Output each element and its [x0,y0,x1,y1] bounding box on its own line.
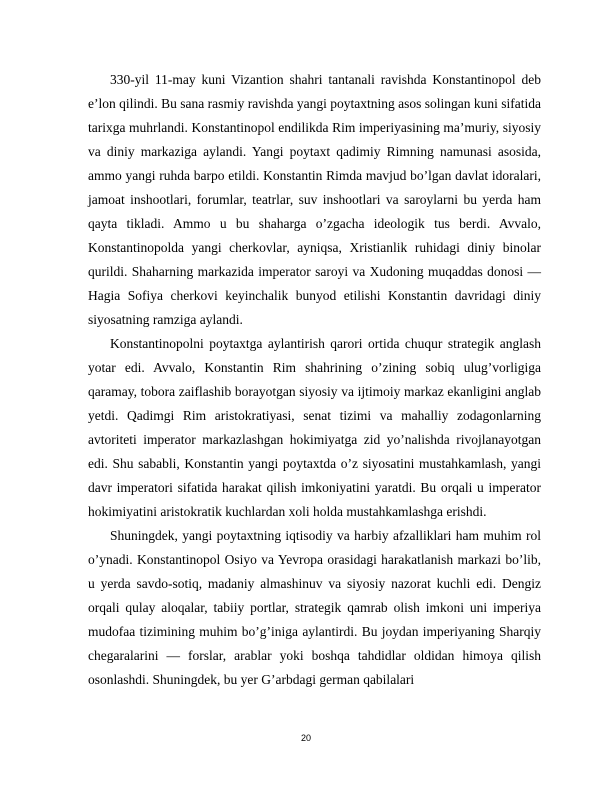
page-number: 20 [300,733,311,743]
paragraph-strategic-reasons: Konstantinopolni poytaxtga aylantirish qarori ortida chuqur strategik anglash yotar edi. Avvalo, Konstantin Rim shahrining o’zining sobiq ulug’vorligiga qaramay, tobora zaiflashib borayotgan siyosiy va ijtimoiy markaz ekanligini anglab yetdi. Qadimgi Rim aristokratiyasi, senat tizimi va mahalliy zodagonlarning avtoriteti imperator markazlashgan hokimiyatga zid yo’nalishda rivojlanayotgan edi. Shu sababli, Konstantin yangi poytaxtda o’z siyosatini mustahkamlash, yangi davr imperatori sifatida harakat qilish imkoniyatini yaratdi. Bu orqali u imperator hokimiyatini aristokratik kuchlardan xoli holda mustahkamlashga erishdi. [88,336,541,519]
document-page [88,68,541,692]
paragraph-economic-military: Shuningdek, yangi poytaxtning iqtisodiy va harbiy afzalliklari ham muhim rol o’ynadi. Konstantinopol Osiyo va Yevropa orasidagi harakatlanish markazi bo’lib, u yerda savdo-sotiq, madaniy almashinuv va siyosiy nazorat kuchli edi. Dengiz orqali qulay aloqalar, tabiiy portlar, strategik qamrab olish imkoni uni imperiya mudofaa tizimining muhim bo’g’iniga aylantirdi. Bu joydan imperiyaning Sharqiy chegaralarini — forslar, arablar yoki boshqa tahdidlar oldidan himoya qilish osonlashdi. Shuningdek, bu yer G’arbdagi german qabilalari [88,528,541,687]
paragraph-constantinople-founding: 330-yil 11-may kuni Vizantion shahri tantanali ravishda Konstantinopol deb e’lon qilindi. Bu sana rasmiy ravishda yangi poytaxtning asos solingan kuni sifatida tarixga muhrlandi. Konstantinopol endilikda Rim imperiyasining ma’muriy, siyosiy va diniy markaziga aylandi. Yangi poytaxt qadimiy Rimning namunasi asosida, ammo yangi ruhda barpo etildi. Konstantin Rimda mavjud bo’lgan davlat idoralari, jamoat inshootlari, forumlar, teatrlar, suv inshootlari va saroylarni bu yerda ham qayta tikladi. Ammo u bu shaharga o’zgacha ideologik tus berdi. Avvalo, Konstantinopolda yangi cherkovlar, ayniqsa, Xristianlik ruhidagi diniy binolar qurildi. Shaharning markazida imperator saroyi va Xudoning muqaddas donosi — Hagia Sofiya cherkovi keyinchalik bunyod etilishi Konstantin davridagi diniy siyosatning ramziga aylandi. [88,72,541,327]
